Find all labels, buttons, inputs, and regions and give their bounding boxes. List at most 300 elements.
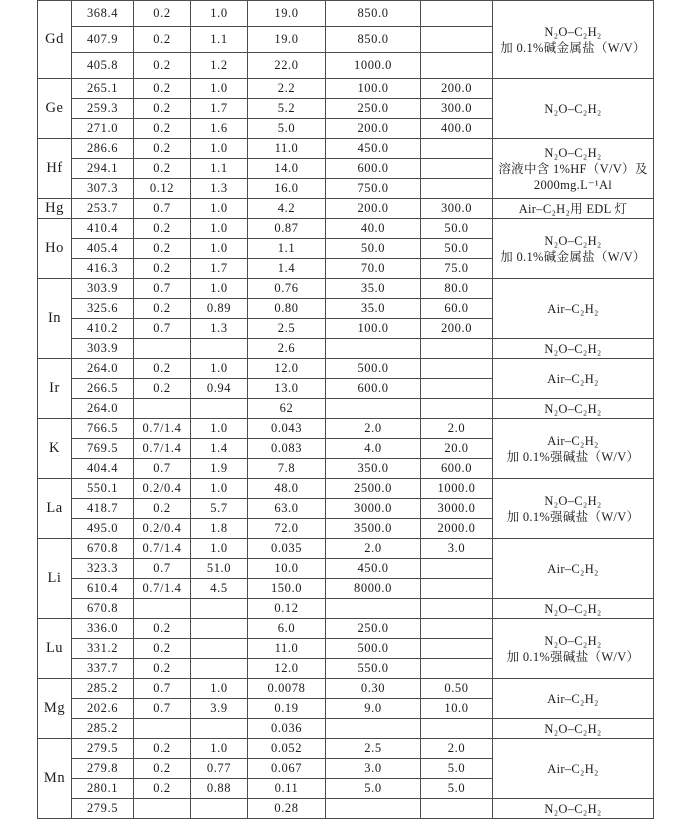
value-cell: 1.7 <box>191 259 248 279</box>
value-cell: 0.2 <box>134 139 191 159</box>
note-cell <box>493 279 654 339</box>
note-line: Air–C₂H₂ <box>547 691 599 706</box>
value-cell: 40.0 <box>326 219 421 239</box>
value-cell: 259.3 <box>72 99 134 119</box>
value-cell: 70.0 <box>326 259 421 279</box>
value-cell: 400.0 <box>421 119 493 139</box>
note-cell <box>493 359 654 399</box>
table-row <box>38 339 654 359</box>
value-cell: 2.6 <box>248 339 326 359</box>
note-cell <box>493 339 654 359</box>
table-row <box>38 739 654 759</box>
value-cell: 2.0 <box>421 419 493 439</box>
note-line: 加 0.1%强碱盐（W/V） <box>506 449 640 464</box>
table-row <box>38 139 654 159</box>
element-cell: Mg <box>38 679 72 739</box>
value-cell: 0.7/1.4 <box>134 539 191 559</box>
spectroscopy-table <box>37 0 654 819</box>
element-cell: K <box>38 419 72 479</box>
value-cell: 72.0 <box>248 519 326 539</box>
note-line: N₂O–C₂H₂ <box>544 493 602 508</box>
value-cell: 410.4 <box>72 219 134 239</box>
note-cell <box>493 599 654 619</box>
value-cell: 3.0 <box>421 539 493 559</box>
value-cell: 5.0 <box>421 759 493 779</box>
value-cell: 495.0 <box>72 519 134 539</box>
table-row <box>38 679 654 699</box>
value-cell: 1.1 <box>191 27 248 53</box>
value-cell: 0.2 <box>134 219 191 239</box>
table-row <box>38 1 654 27</box>
value-cell: 500.0 <box>326 359 421 379</box>
note-line: N₂O–C₂H₂ <box>544 233 602 248</box>
note-line: 加 0.1%强碱盐（W/V） <box>506 509 640 524</box>
value-cell: 300.0 <box>421 199 493 219</box>
value-cell: 0.76 <box>248 279 326 299</box>
value-cell: 0.2 <box>134 499 191 519</box>
note-line: Air–C₂H₂用 EDL 灯 <box>518 201 628 216</box>
value-cell: 7.8 <box>248 459 326 479</box>
note-cell <box>493 479 654 539</box>
value-cell <box>421 179 493 199</box>
value-cell: 0.7/1.4 <box>134 579 191 599</box>
table-row <box>38 419 654 439</box>
value-cell: 0.7 <box>134 679 191 699</box>
value-cell: 0.083 <box>248 439 326 459</box>
note-line: N₂O–C₂H₂ <box>544 101 602 116</box>
table-row <box>38 719 654 739</box>
table-row <box>38 79 654 99</box>
value-cell: 0.12 <box>248 599 326 619</box>
value-cell: 337.7 <box>72 659 134 679</box>
value-cell: 8000.0 <box>326 579 421 599</box>
element-cell: Hg <box>38 199 72 219</box>
value-cell <box>421 1 493 27</box>
table-body <box>38 1 654 819</box>
note-line: N₂O–C₂H₂ <box>544 801 602 816</box>
value-cell <box>421 559 493 579</box>
value-cell: 2.0 <box>326 539 421 559</box>
note-line: 加 0.1%碱金属盐（W/V） <box>500 249 646 264</box>
note-line: N₂O–C₂H₂ <box>544 401 602 416</box>
value-cell <box>326 339 421 359</box>
value-cell: 279.8 <box>72 759 134 779</box>
value-cell: 1.4 <box>191 439 248 459</box>
value-cell: 1.0 <box>191 199 248 219</box>
value-cell: 0.2 <box>134 1 191 27</box>
value-cell: 1000.0 <box>326 53 421 79</box>
value-cell: 150.0 <box>248 579 326 599</box>
value-cell: 0.2 <box>134 619 191 639</box>
value-cell: 2.0 <box>326 419 421 439</box>
element-cell: Hf <box>38 139 72 199</box>
value-cell: 20.0 <box>421 439 493 459</box>
value-cell: 0.2 <box>134 639 191 659</box>
value-cell: 500.0 <box>326 639 421 659</box>
note-line: 加 0.1%强碱盐（W/V） <box>506 649 640 664</box>
element-cell: La <box>38 479 72 539</box>
value-cell: 11.0 <box>248 139 326 159</box>
value-cell: 0.89 <box>191 299 248 319</box>
value-cell: 1.4 <box>248 259 326 279</box>
value-cell: 80.0 <box>421 279 493 299</box>
value-cell: 22.0 <box>248 53 326 79</box>
value-cell: 0.2 <box>134 27 191 53</box>
value-cell <box>326 399 421 419</box>
value-cell: 0.043 <box>248 419 326 439</box>
value-cell: 202.6 <box>72 699 134 719</box>
value-cell: 600.0 <box>326 159 421 179</box>
value-cell: 0.80 <box>248 299 326 319</box>
value-cell: 0.2 <box>134 159 191 179</box>
value-cell: 200.0 <box>421 79 493 99</box>
value-cell: 10.0 <box>421 699 493 719</box>
value-cell <box>421 53 493 79</box>
value-cell: 279.5 <box>72 799 134 819</box>
note-line: Air–C₂H₂ <box>547 371 599 386</box>
value-cell <box>421 659 493 679</box>
value-cell: 250.0 <box>326 99 421 119</box>
value-cell: 264.0 <box>72 359 134 379</box>
value-cell: 0.7 <box>134 199 191 219</box>
value-cell: 4.0 <box>326 439 421 459</box>
table-row <box>38 399 654 419</box>
value-cell: 1.2 <box>191 53 248 79</box>
value-cell: 336.0 <box>72 619 134 639</box>
value-cell: 1.1 <box>191 159 248 179</box>
value-cell: 670.8 <box>72 599 134 619</box>
value-cell: 0.2 <box>134 379 191 399</box>
value-cell: 850.0 <box>326 1 421 27</box>
value-cell: 285.2 <box>72 719 134 739</box>
value-cell: 1.1 <box>248 239 326 259</box>
value-cell: 0.067 <box>248 759 326 779</box>
value-cell: 2.2 <box>248 79 326 99</box>
value-cell <box>191 599 248 619</box>
value-cell: 19.0 <box>248 27 326 53</box>
note-line: 2000mg.L⁻¹Al <box>533 177 613 192</box>
value-cell <box>421 639 493 659</box>
value-cell: 350.0 <box>326 459 421 479</box>
value-cell: 50.0 <box>421 219 493 239</box>
value-cell: 368.4 <box>72 1 134 27</box>
value-cell: 0.2/0.4 <box>134 519 191 539</box>
value-cell: 0.77 <box>191 759 248 779</box>
value-cell: 19.0 <box>248 1 326 27</box>
value-cell: 35.0 <box>326 279 421 299</box>
value-cell: 75.0 <box>421 259 493 279</box>
value-cell <box>421 359 493 379</box>
element-cell: Li <box>38 539 72 619</box>
value-cell: 0.2 <box>134 53 191 79</box>
value-cell: 416.3 <box>72 259 134 279</box>
value-cell: 0.2 <box>134 659 191 679</box>
note-cell <box>493 739 654 799</box>
value-cell: 0.19 <box>248 699 326 719</box>
value-cell: 405.4 <box>72 239 134 259</box>
value-cell: 250.0 <box>326 619 421 639</box>
value-cell <box>191 639 248 659</box>
value-cell: 323.3 <box>72 559 134 579</box>
value-cell: 1.9 <box>191 459 248 479</box>
value-cell: 2.0 <box>421 739 493 759</box>
note-cell <box>493 419 654 479</box>
value-cell: 0.035 <box>248 539 326 559</box>
table-row <box>38 219 654 239</box>
value-cell <box>421 139 493 159</box>
value-cell: 1.0 <box>191 679 248 699</box>
value-cell: 285.2 <box>72 679 134 699</box>
value-cell: 2000.0 <box>421 519 493 539</box>
note-cell <box>493 1 654 79</box>
value-cell: 0.12 <box>134 179 191 199</box>
table-row <box>38 619 654 639</box>
note-line: 溶液中含 1%HF（V/V）及 <box>498 161 648 176</box>
value-cell: 6.0 <box>248 619 326 639</box>
value-cell: 0.7/1.4 <box>134 419 191 439</box>
value-cell: 0.7 <box>134 279 191 299</box>
note-cell <box>493 139 654 199</box>
value-cell <box>326 599 421 619</box>
table-row <box>38 199 654 219</box>
value-cell: 63.0 <box>248 499 326 519</box>
note-line: N₂O–C₂H₂ <box>544 145 602 160</box>
value-cell <box>134 339 191 359</box>
value-cell: 0.2 <box>134 119 191 139</box>
value-cell <box>421 27 493 53</box>
value-cell <box>421 579 493 599</box>
value-cell: 2.5 <box>326 739 421 759</box>
value-cell <box>134 719 191 739</box>
value-cell: 0.50 <box>421 679 493 699</box>
value-cell: 769.5 <box>72 439 134 459</box>
note-line: N₂O–C₂H₂ <box>544 633 602 648</box>
note-cell <box>493 539 654 599</box>
value-cell: 12.0 <box>248 659 326 679</box>
value-cell: 5.0 <box>421 779 493 799</box>
value-cell: 11.0 <box>248 639 326 659</box>
value-cell: 410.2 <box>72 319 134 339</box>
value-cell: 48.0 <box>248 479 326 499</box>
value-cell: 0.2 <box>134 79 191 99</box>
value-cell: 14.0 <box>248 159 326 179</box>
value-cell <box>421 719 493 739</box>
value-cell: 5.7 <box>191 499 248 519</box>
value-cell: 253.7 <box>72 199 134 219</box>
value-cell <box>421 379 493 399</box>
value-cell <box>134 599 191 619</box>
value-cell: 670.8 <box>72 539 134 559</box>
value-cell: 0.2 <box>134 239 191 259</box>
value-cell: 279.5 <box>72 739 134 759</box>
value-cell: 303.9 <box>72 339 134 359</box>
table-row <box>38 799 654 819</box>
value-cell: 0.30 <box>326 679 421 699</box>
note-cell <box>493 199 654 219</box>
value-cell: 4.2 <box>248 199 326 219</box>
note-line: N₂O–C₂H₂ <box>544 24 602 39</box>
value-cell: 51.0 <box>191 559 248 579</box>
value-cell <box>421 799 493 819</box>
value-cell: 1.7 <box>191 99 248 119</box>
value-cell: 5.0 <box>248 119 326 139</box>
value-cell: 307.3 <box>72 179 134 199</box>
value-cell: 5.0 <box>326 779 421 799</box>
note-cell <box>493 79 654 139</box>
value-cell: 271.0 <box>72 119 134 139</box>
value-cell: 13.0 <box>248 379 326 399</box>
value-cell <box>421 339 493 359</box>
value-cell <box>191 399 248 419</box>
note-line: 加 0.1%碱金属盐（W/V） <box>500 40 646 55</box>
value-cell <box>421 159 493 179</box>
value-cell: 0.11 <box>248 779 326 799</box>
value-cell: 50.0 <box>326 239 421 259</box>
value-cell: 331.2 <box>72 639 134 659</box>
value-cell: 404.4 <box>72 459 134 479</box>
table-row <box>38 359 654 379</box>
value-cell: 1.0 <box>191 279 248 299</box>
value-cell: 1000.0 <box>421 479 493 499</box>
value-cell: 0.2 <box>134 759 191 779</box>
value-cell <box>421 619 493 639</box>
value-cell <box>191 619 248 639</box>
value-cell: 9.0 <box>326 699 421 719</box>
value-cell: 1.0 <box>191 1 248 27</box>
value-cell: 0.87 <box>248 219 326 239</box>
value-cell: 303.9 <box>72 279 134 299</box>
value-cell: 1.0 <box>191 479 248 499</box>
value-cell: 100.0 <box>326 79 421 99</box>
value-cell: 2500.0 <box>326 479 421 499</box>
element-cell: Mn <box>38 739 72 819</box>
value-cell: 325.6 <box>72 299 134 319</box>
value-cell: 1.3 <box>191 179 248 199</box>
value-cell <box>191 659 248 679</box>
table-row <box>38 599 654 619</box>
value-cell: 1.0 <box>191 359 248 379</box>
value-cell: 1.0 <box>191 539 248 559</box>
note-line: Air–C₂H₂ <box>547 761 599 776</box>
value-cell: 0.28 <box>248 799 326 819</box>
value-cell: 10.0 <box>248 559 326 579</box>
value-cell: 600.0 <box>421 459 493 479</box>
value-cell: 1.0 <box>191 219 248 239</box>
value-cell <box>134 799 191 819</box>
value-cell <box>134 399 191 419</box>
value-cell: 0.7/1.4 <box>134 439 191 459</box>
note-cell <box>493 799 654 819</box>
value-cell: 3000.0 <box>326 499 421 519</box>
note-line: N₂O–C₂H₂ <box>544 721 602 736</box>
value-cell <box>191 719 248 739</box>
value-cell: 4.5 <box>191 579 248 599</box>
value-cell: 1.0 <box>191 419 248 439</box>
value-cell <box>191 799 248 819</box>
element-cell: Gd <box>38 1 72 79</box>
value-cell: 1.0 <box>191 739 248 759</box>
value-cell: 300.0 <box>421 99 493 119</box>
value-cell: 610.4 <box>72 579 134 599</box>
element-cell: In <box>38 279 72 359</box>
value-cell: 850.0 <box>326 27 421 53</box>
value-cell: 0.2 <box>134 739 191 759</box>
value-cell: 1.8 <box>191 519 248 539</box>
value-cell: 450.0 <box>326 559 421 579</box>
value-cell: 3.0 <box>326 759 421 779</box>
value-cell: 1.0 <box>191 79 248 99</box>
note-cell <box>493 679 654 719</box>
value-cell: 0.2 <box>134 259 191 279</box>
element-cell: Ir <box>38 359 72 419</box>
value-cell: 766.5 <box>72 419 134 439</box>
value-cell: 12.0 <box>248 359 326 379</box>
value-cell: 0.7 <box>134 559 191 579</box>
value-cell: 62 <box>248 399 326 419</box>
value-cell: 0.2 <box>134 779 191 799</box>
value-cell: 600.0 <box>326 379 421 399</box>
value-cell: 2.5 <box>248 319 326 339</box>
value-cell: 100.0 <box>326 319 421 339</box>
value-cell: 550.1 <box>72 479 134 499</box>
value-cell: 3.9 <box>191 699 248 719</box>
value-cell: 0.7 <box>134 459 191 479</box>
value-cell: 0.2 <box>134 359 191 379</box>
value-cell <box>421 599 493 619</box>
table-row <box>38 279 654 299</box>
value-cell: 3500.0 <box>326 519 421 539</box>
value-cell: 0.036 <box>248 719 326 739</box>
value-cell: 16.0 <box>248 179 326 199</box>
value-cell <box>191 339 248 359</box>
note-line: N₂O–C₂H₂ <box>544 341 602 356</box>
value-cell: 1.6 <box>191 119 248 139</box>
value-cell: 0.2/0.4 <box>134 479 191 499</box>
value-cell: 286.6 <box>72 139 134 159</box>
value-cell <box>326 799 421 819</box>
element-cell: Ge <box>38 79 72 139</box>
value-cell: 0.88 <box>191 779 248 799</box>
note-line: Air–C₂H₂ <box>547 561 599 576</box>
note-cell <box>493 619 654 679</box>
value-cell: 265.1 <box>72 79 134 99</box>
value-cell: 264.0 <box>72 399 134 419</box>
value-cell: 60.0 <box>421 299 493 319</box>
value-cell: 200.0 <box>326 199 421 219</box>
note-line: Air–C₂H₂ <box>547 301 599 316</box>
note-cell <box>493 719 654 739</box>
note-cell <box>493 219 654 279</box>
value-cell: 450.0 <box>326 139 421 159</box>
value-cell: 1.0 <box>191 239 248 259</box>
value-cell: 5.2 <box>248 99 326 119</box>
value-cell: 0.0078 <box>248 679 326 699</box>
value-cell: 50.0 <box>421 239 493 259</box>
value-cell: 1.0 <box>191 139 248 159</box>
value-cell: 280.1 <box>72 779 134 799</box>
value-cell: 0.7 <box>134 699 191 719</box>
value-cell: 750.0 <box>326 179 421 199</box>
value-cell: 0.94 <box>191 379 248 399</box>
value-cell: 0.2 <box>134 99 191 119</box>
value-cell: 266.5 <box>72 379 134 399</box>
value-cell: 418.7 <box>72 499 134 519</box>
note-line: N₂O–C₂H₂ <box>544 601 602 616</box>
value-cell: 200.0 <box>326 119 421 139</box>
value-cell <box>326 719 421 739</box>
value-cell: 200.0 <box>421 319 493 339</box>
value-cell: 0.052 <box>248 739 326 759</box>
